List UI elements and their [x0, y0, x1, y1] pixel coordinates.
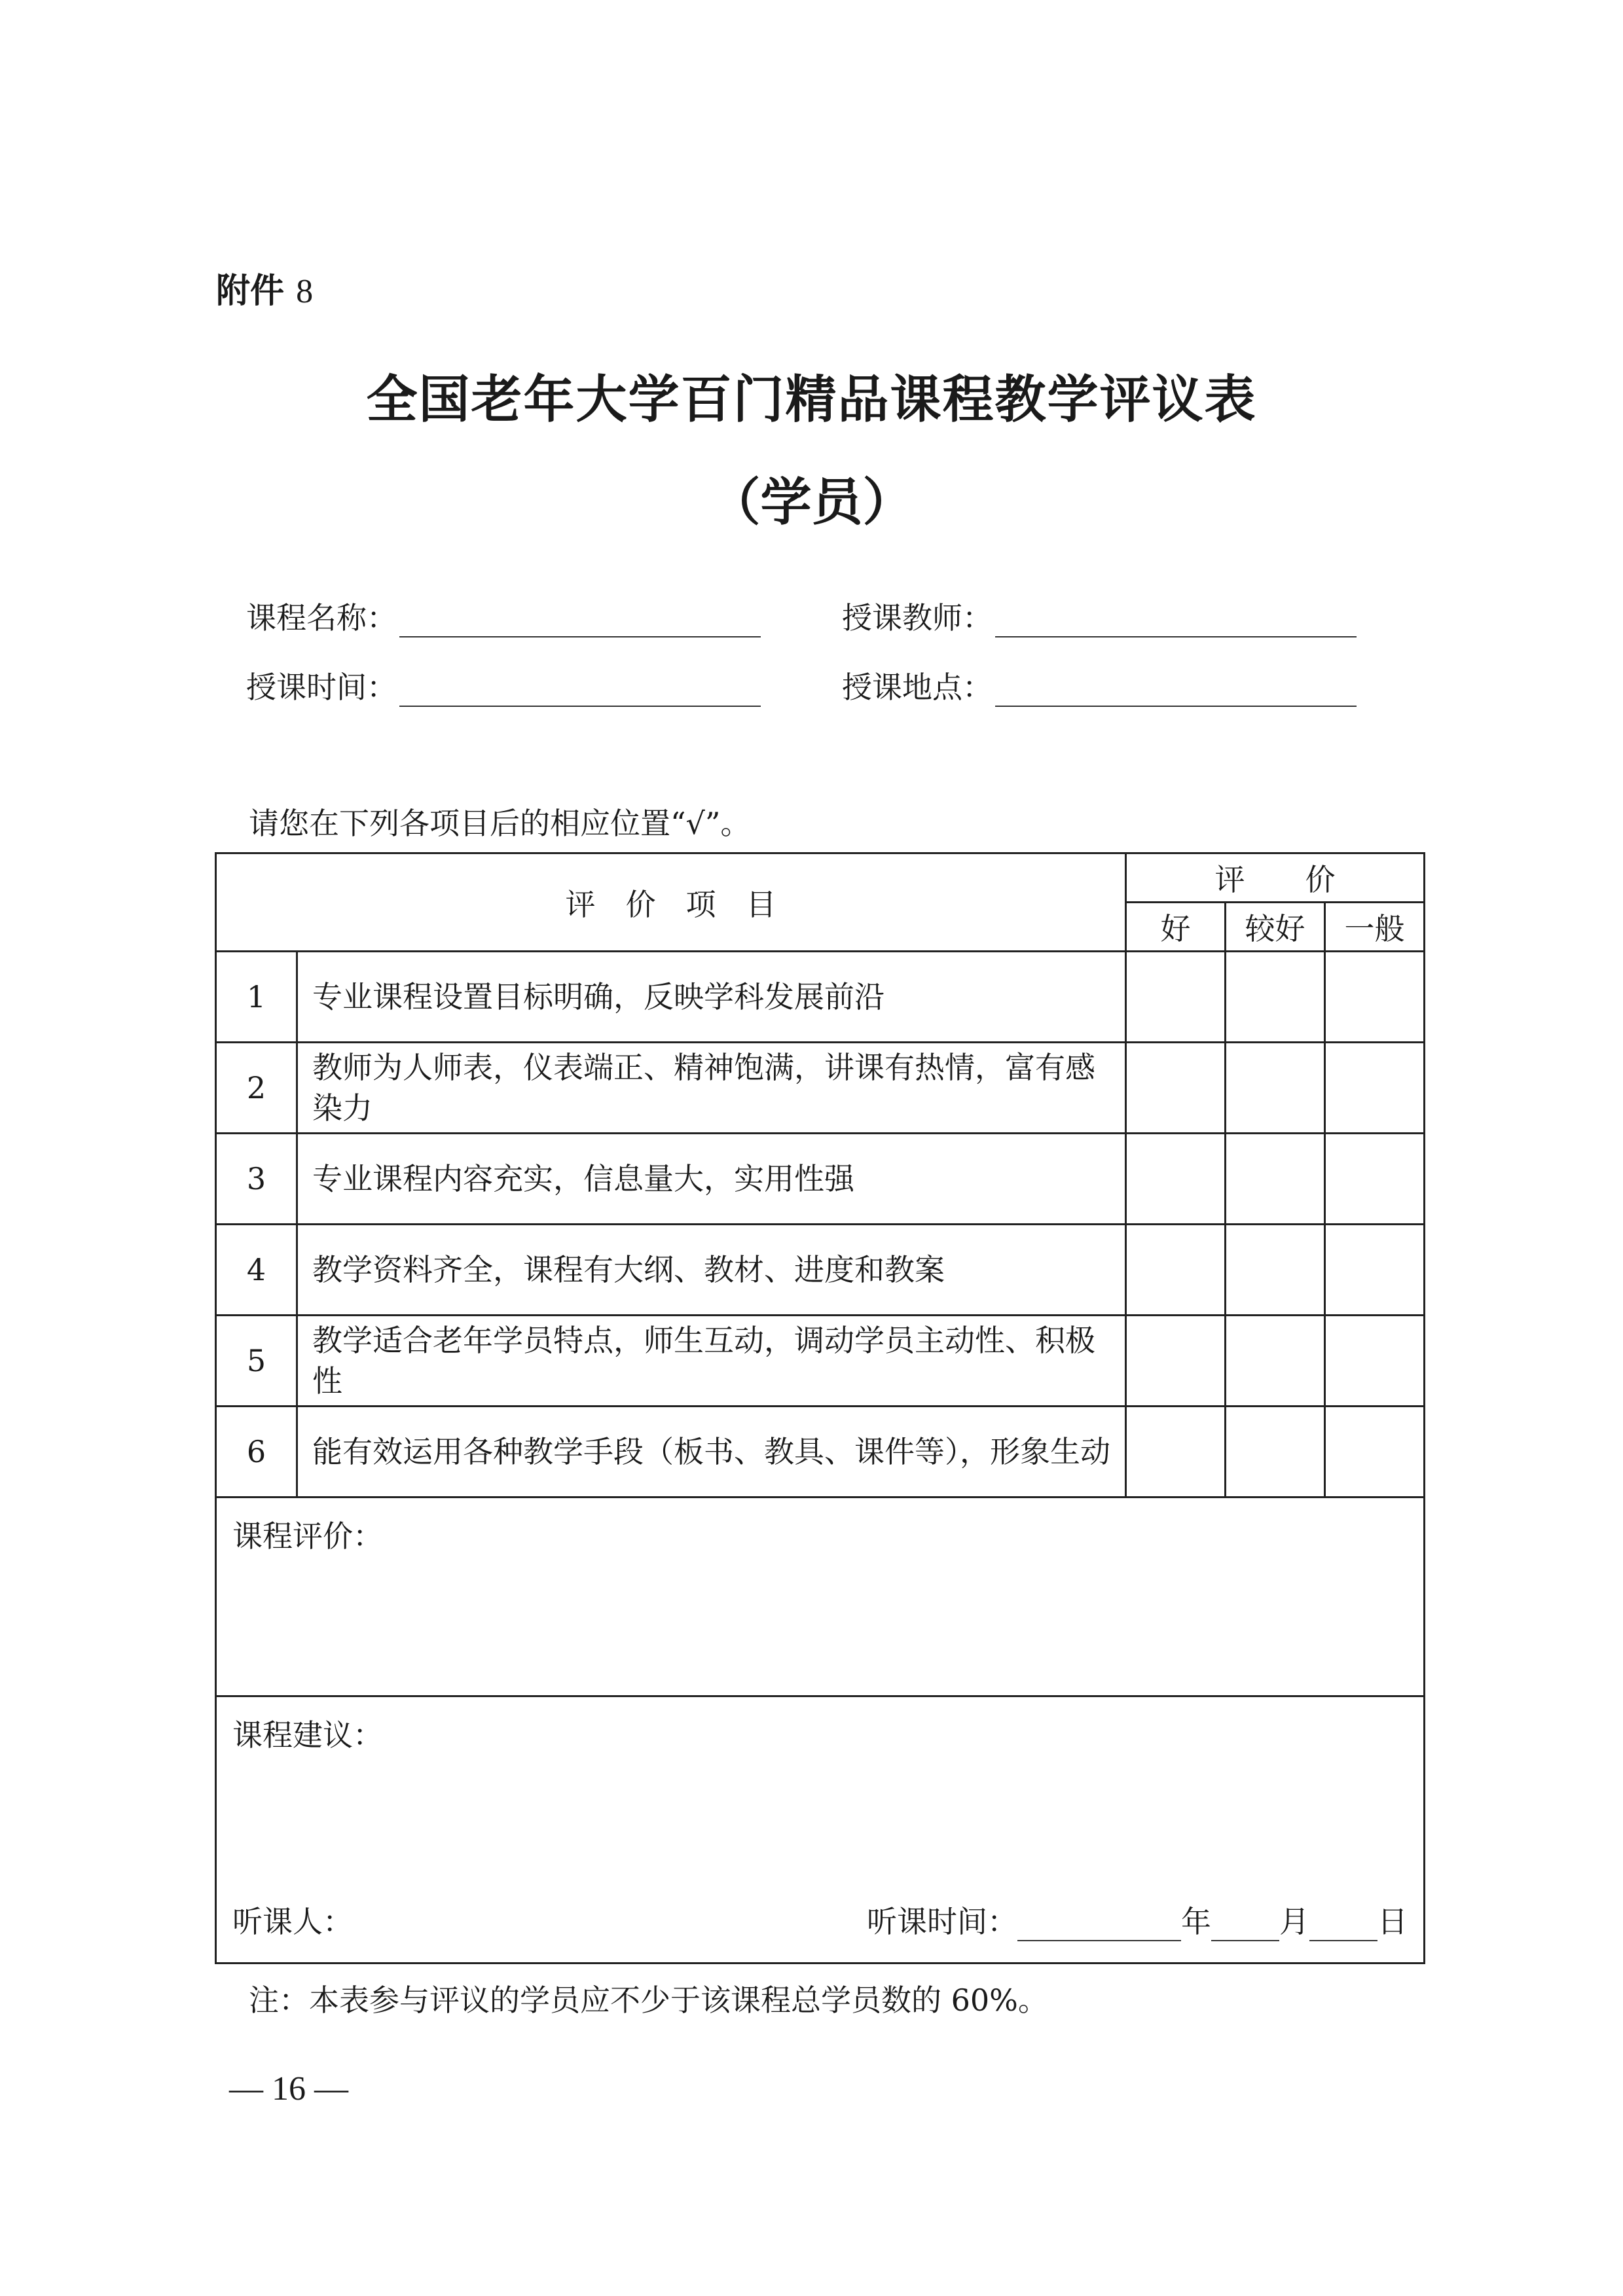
year-blank[interactable] — [1017, 1911, 1181, 1941]
table-row — [216, 1043, 1425, 1134]
time-blank[interactable] — [399, 675, 761, 707]
row-item-text: 专业课程内容充实，信息量大，实用性强 — [297, 1134, 1126, 1225]
row-item-text: 教学资料齐全，课程有大纲、教材、进度和教案 — [297, 1225, 1126, 1316]
rating-average-header: 一般 — [1325, 903, 1425, 952]
rating-average-cell[interactable] — [1325, 952, 1425, 1043]
course-suggestion-area[interactable] — [216, 1696, 1425, 1964]
form-title: 全国老年大学百门精品课程教学评议表 — [366, 370, 1257, 429]
instruction-text: 请您在下列各项目后的相应位置“√”。 — [249, 806, 751, 841]
row-item-text: 专业课程设置目标明确，反映学科发展前沿 — [297, 952, 1126, 1043]
attachment-number: 8 — [296, 273, 314, 310]
attachment-label — [216, 263, 313, 312]
rating-header: 评 价 — [1126, 853, 1425, 903]
location-blank[interactable] — [995, 675, 1357, 707]
time-field[interactable] — [246, 664, 761, 707]
time-label: 授课时间： — [246, 670, 397, 705]
teacher-label: 授课教师： — [842, 600, 993, 636]
course-name-label: 课程名称： — [246, 600, 397, 636]
listen-time-field[interactable] — [867, 1898, 1408, 1941]
rating-fairly-good-cell[interactable] — [1226, 1225, 1325, 1316]
rating-good-cell[interactable] — [1126, 952, 1226, 1043]
course-suggestion-label: 课程建议： — [232, 1717, 383, 1753]
rating-good-header: 好 — [1126, 903, 1226, 952]
item-header: 评 价 项 目 — [216, 853, 1126, 952]
rating-fairly-good-cell[interactable] — [1226, 1407, 1325, 1498]
attachment-text: 附件 — [216, 272, 285, 311]
page-number: — 16 — — [229, 2070, 348, 2108]
rating-fairly-good-cell[interactable] — [1226, 1316, 1325, 1407]
rating-fairly-good-cell[interactable] — [1226, 1043, 1325, 1134]
rating-good-cell[interactable] — [1126, 1043, 1226, 1134]
course-name-field[interactable] — [246, 594, 761, 637]
location-label: 授课地点： — [842, 670, 993, 705]
rating-fairly-good-cell[interactable] — [1226, 1134, 1325, 1225]
rating-good-cell[interactable] — [1126, 1316, 1226, 1407]
listener-field[interactable] — [232, 1898, 353, 1941]
row-number: 4 — [216, 1225, 297, 1316]
rating-average-cell[interactable] — [1325, 1316, 1425, 1407]
row-number: 3 — [216, 1134, 297, 1225]
rating-good-cell[interactable] — [1126, 1134, 1226, 1225]
month-blank[interactable] — [1211, 1911, 1279, 1941]
table-row — [216, 1407, 1425, 1498]
day-blank[interactable] — [1309, 1911, 1377, 1941]
year-label: 年 — [1181, 1904, 1212, 1939]
rating-fairly-good-cell[interactable] — [1226, 952, 1325, 1043]
day-label: 日 — [1377, 1904, 1408, 1939]
rating-average-cell[interactable] — [1325, 1043, 1425, 1134]
rating-average-cell[interactable] — [1325, 1134, 1425, 1225]
course-evaluation-area[interactable] — [216, 1498, 1425, 1696]
row-item-text: 能有效运用各种教学手段（板书、教具、课件等），形象生动 — [297, 1407, 1126, 1498]
table-row — [216, 1225, 1425, 1316]
evaluation-table — [215, 852, 1425, 1964]
row-number: 6 — [216, 1407, 297, 1498]
month-label: 月 — [1279, 1904, 1310, 1939]
rating-average-cell[interactable] — [1325, 1407, 1425, 1498]
table-row — [216, 1134, 1425, 1225]
row-number: 5 — [216, 1316, 297, 1407]
rating-average-cell[interactable] — [1325, 1225, 1425, 1316]
form-subtitle: （学员） — [709, 473, 914, 532]
table-row — [216, 952, 1425, 1043]
teacher-field[interactable] — [842, 594, 1357, 637]
rating-fairly-good-header: 较好 — [1226, 903, 1325, 952]
footnote: 注：本表参与评议的学员应不少于该课程总学员数的 60%。 — [249, 1982, 1048, 2018]
listen-time-label: 听课时间： — [867, 1904, 1018, 1939]
course-evaluation-label: 课程评价： — [232, 1518, 383, 1554]
row-number: 2 — [216, 1043, 297, 1134]
table-row — [216, 1316, 1425, 1407]
row-number: 1 — [216, 952, 297, 1043]
rating-good-cell[interactable] — [1126, 1225, 1226, 1316]
teacher-blank[interactable] — [995, 606, 1357, 637]
rating-good-cell[interactable] — [1126, 1407, 1226, 1498]
course-name-blank[interactable] — [399, 606, 761, 637]
row-item-text: 教师为人师表，仪表端正、精神饱满，讲课有热情，富有感染力 — [297, 1043, 1126, 1134]
location-field[interactable] — [842, 664, 1357, 707]
listener-label: 听课人： — [232, 1904, 353, 1939]
row-item-text: 教学适合老年学员特点，师生互动，调动学员主动性、积极性 — [297, 1316, 1126, 1407]
